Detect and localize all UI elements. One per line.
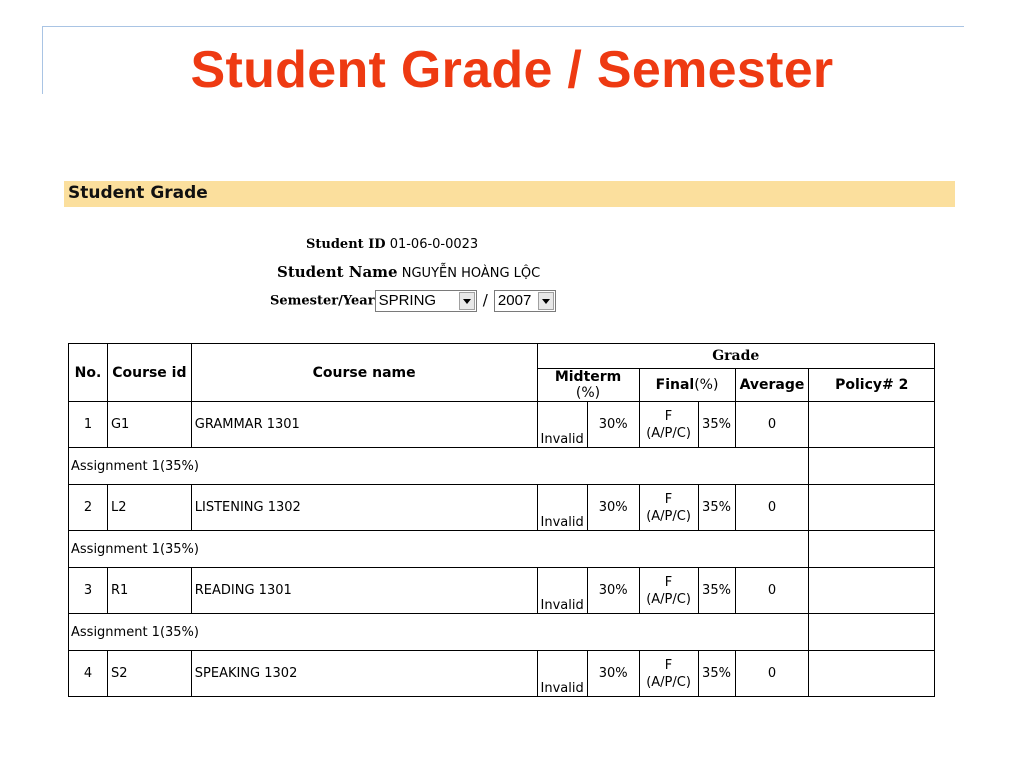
final-grade-scale: (A/P/C) <box>646 508 691 524</box>
cell-average: 0 <box>735 568 809 614</box>
header-final <box>639 369 735 402</box>
cell-course-id: L2 <box>107 485 191 531</box>
cell-assignment: Assignment 1(35%) <box>69 614 809 651</box>
table-row <box>69 485 935 531</box>
cell-assignment-policy <box>809 448 935 485</box>
header-midterm <box>537 369 639 402</box>
cell-midterm-status: Invalid <box>537 402 587 448</box>
cell-assignment: Assignment 1(35%) <box>69 531 809 568</box>
cell-midterm-status: Invalid <box>537 651 587 697</box>
cell-assignment: Assignment 1(35%) <box>69 448 809 485</box>
cell-final-pct: 35% <box>698 568 735 614</box>
header-average: Average <box>735 369 809 402</box>
cell-course-id: R1 <box>107 568 191 614</box>
cell-midterm-status: Invalid <box>537 485 587 531</box>
cell-midterm-pct: 30% <box>587 485 639 531</box>
cell-course-name: SPEAKING 1302 <box>191 651 537 697</box>
final-grade-scale: (A/P/C) <box>646 425 691 441</box>
header-course-id: Course id <box>107 344 191 402</box>
table-row <box>69 568 935 614</box>
chevron-down-icon[interactable] <box>538 292 554 310</box>
cell-average: 0 <box>735 651 809 697</box>
final-grade-letter: F <box>664 574 673 590</box>
final-grade-letter: F <box>664 491 673 507</box>
cell-final-grade <box>639 402 698 448</box>
slide-frame-top-line <box>42 26 964 27</box>
semester-select-value: SPRING <box>378 292 437 309</box>
student-name-label: Student Name <box>277 263 398 281</box>
cell-midterm-pct: 30% <box>587 651 639 697</box>
cell-final-grade <box>639 651 698 697</box>
chevron-down-icon[interactable] <box>459 292 475 310</box>
cell-policy <box>809 651 935 697</box>
semester-year-separator: / <box>482 290 488 309</box>
assignment-row <box>69 614 935 651</box>
cell-policy <box>809 568 935 614</box>
final-grade-scale: (A/P/C) <box>646 674 691 690</box>
cell-final-pct: 35% <box>698 651 735 697</box>
cell-assignment-policy <box>809 531 935 568</box>
cell-midterm-pct: 30% <box>587 402 639 448</box>
table-row <box>69 402 935 448</box>
year-select[interactable] <box>494 290 556 312</box>
table-row <box>69 651 935 697</box>
final-grade-scale: (A/P/C) <box>646 591 691 607</box>
semester-year-label: Semester/Year <box>270 293 375 309</box>
student-name-value: NGUYỄN HOÀNG LỘC <box>401 266 541 281</box>
cell-course-id: G1 <box>107 402 191 448</box>
cell-policy <box>809 402 935 448</box>
cell-midterm-status: Invalid <box>537 568 587 614</box>
cell-course-name: LISTENING 1302 <box>191 485 537 531</box>
cell-course-id: S2 <box>107 651 191 697</box>
section-header-bar <box>64 181 955 207</box>
cell-assignment-policy <box>809 614 935 651</box>
header-grade: Grade <box>537 344 935 369</box>
final-grade-letter: F <box>664 657 673 673</box>
student-id-label: Student ID <box>306 237 386 252</box>
cell-final-grade <box>639 485 698 531</box>
semester-year-row <box>270 290 556 312</box>
header-policy: Policy# 2 <box>809 369 935 402</box>
cell-no: 4 <box>69 651 108 697</box>
assignment-row <box>69 448 935 485</box>
cell-course-name: GRAMMAR 1301 <box>191 402 537 448</box>
header-final-label: Final <box>655 377 695 393</box>
cell-course-name: READING 1301 <box>191 568 537 614</box>
cell-midterm-pct: 30% <box>587 568 639 614</box>
student-id-value: 01-06-0-0023 <box>389 237 479 252</box>
cell-final-pct: 35% <box>698 485 735 531</box>
header-course-name: Course name <box>191 344 537 402</box>
cell-no: 1 <box>69 402 108 448</box>
cell-final-pct: 35% <box>698 402 735 448</box>
grades-table <box>68 343 935 697</box>
cell-average: 0 <box>735 402 809 448</box>
student-id-row <box>306 237 478 252</box>
section-title: Student Grade <box>68 183 208 203</box>
header-midterm-label: Midterm <box>554 369 622 385</box>
assignment-row <box>69 531 935 568</box>
cell-no: 3 <box>69 568 108 614</box>
year-select-value: 2007 <box>497 292 532 309</box>
student-name-row <box>277 263 540 281</box>
cell-average: 0 <box>735 485 809 531</box>
header-no: No. <box>69 344 108 402</box>
header-midterm-unit: (%) <box>575 385 601 401</box>
semester-select[interactable] <box>375 290 477 312</box>
cell-policy <box>809 485 935 531</box>
cell-final-grade <box>639 568 698 614</box>
cell-no: 2 <box>69 485 108 531</box>
final-grade-letter: F <box>664 408 673 424</box>
slide-title: Student Grade / Semester <box>190 41 834 99</box>
header-final-unit: (%) <box>694 377 719 393</box>
